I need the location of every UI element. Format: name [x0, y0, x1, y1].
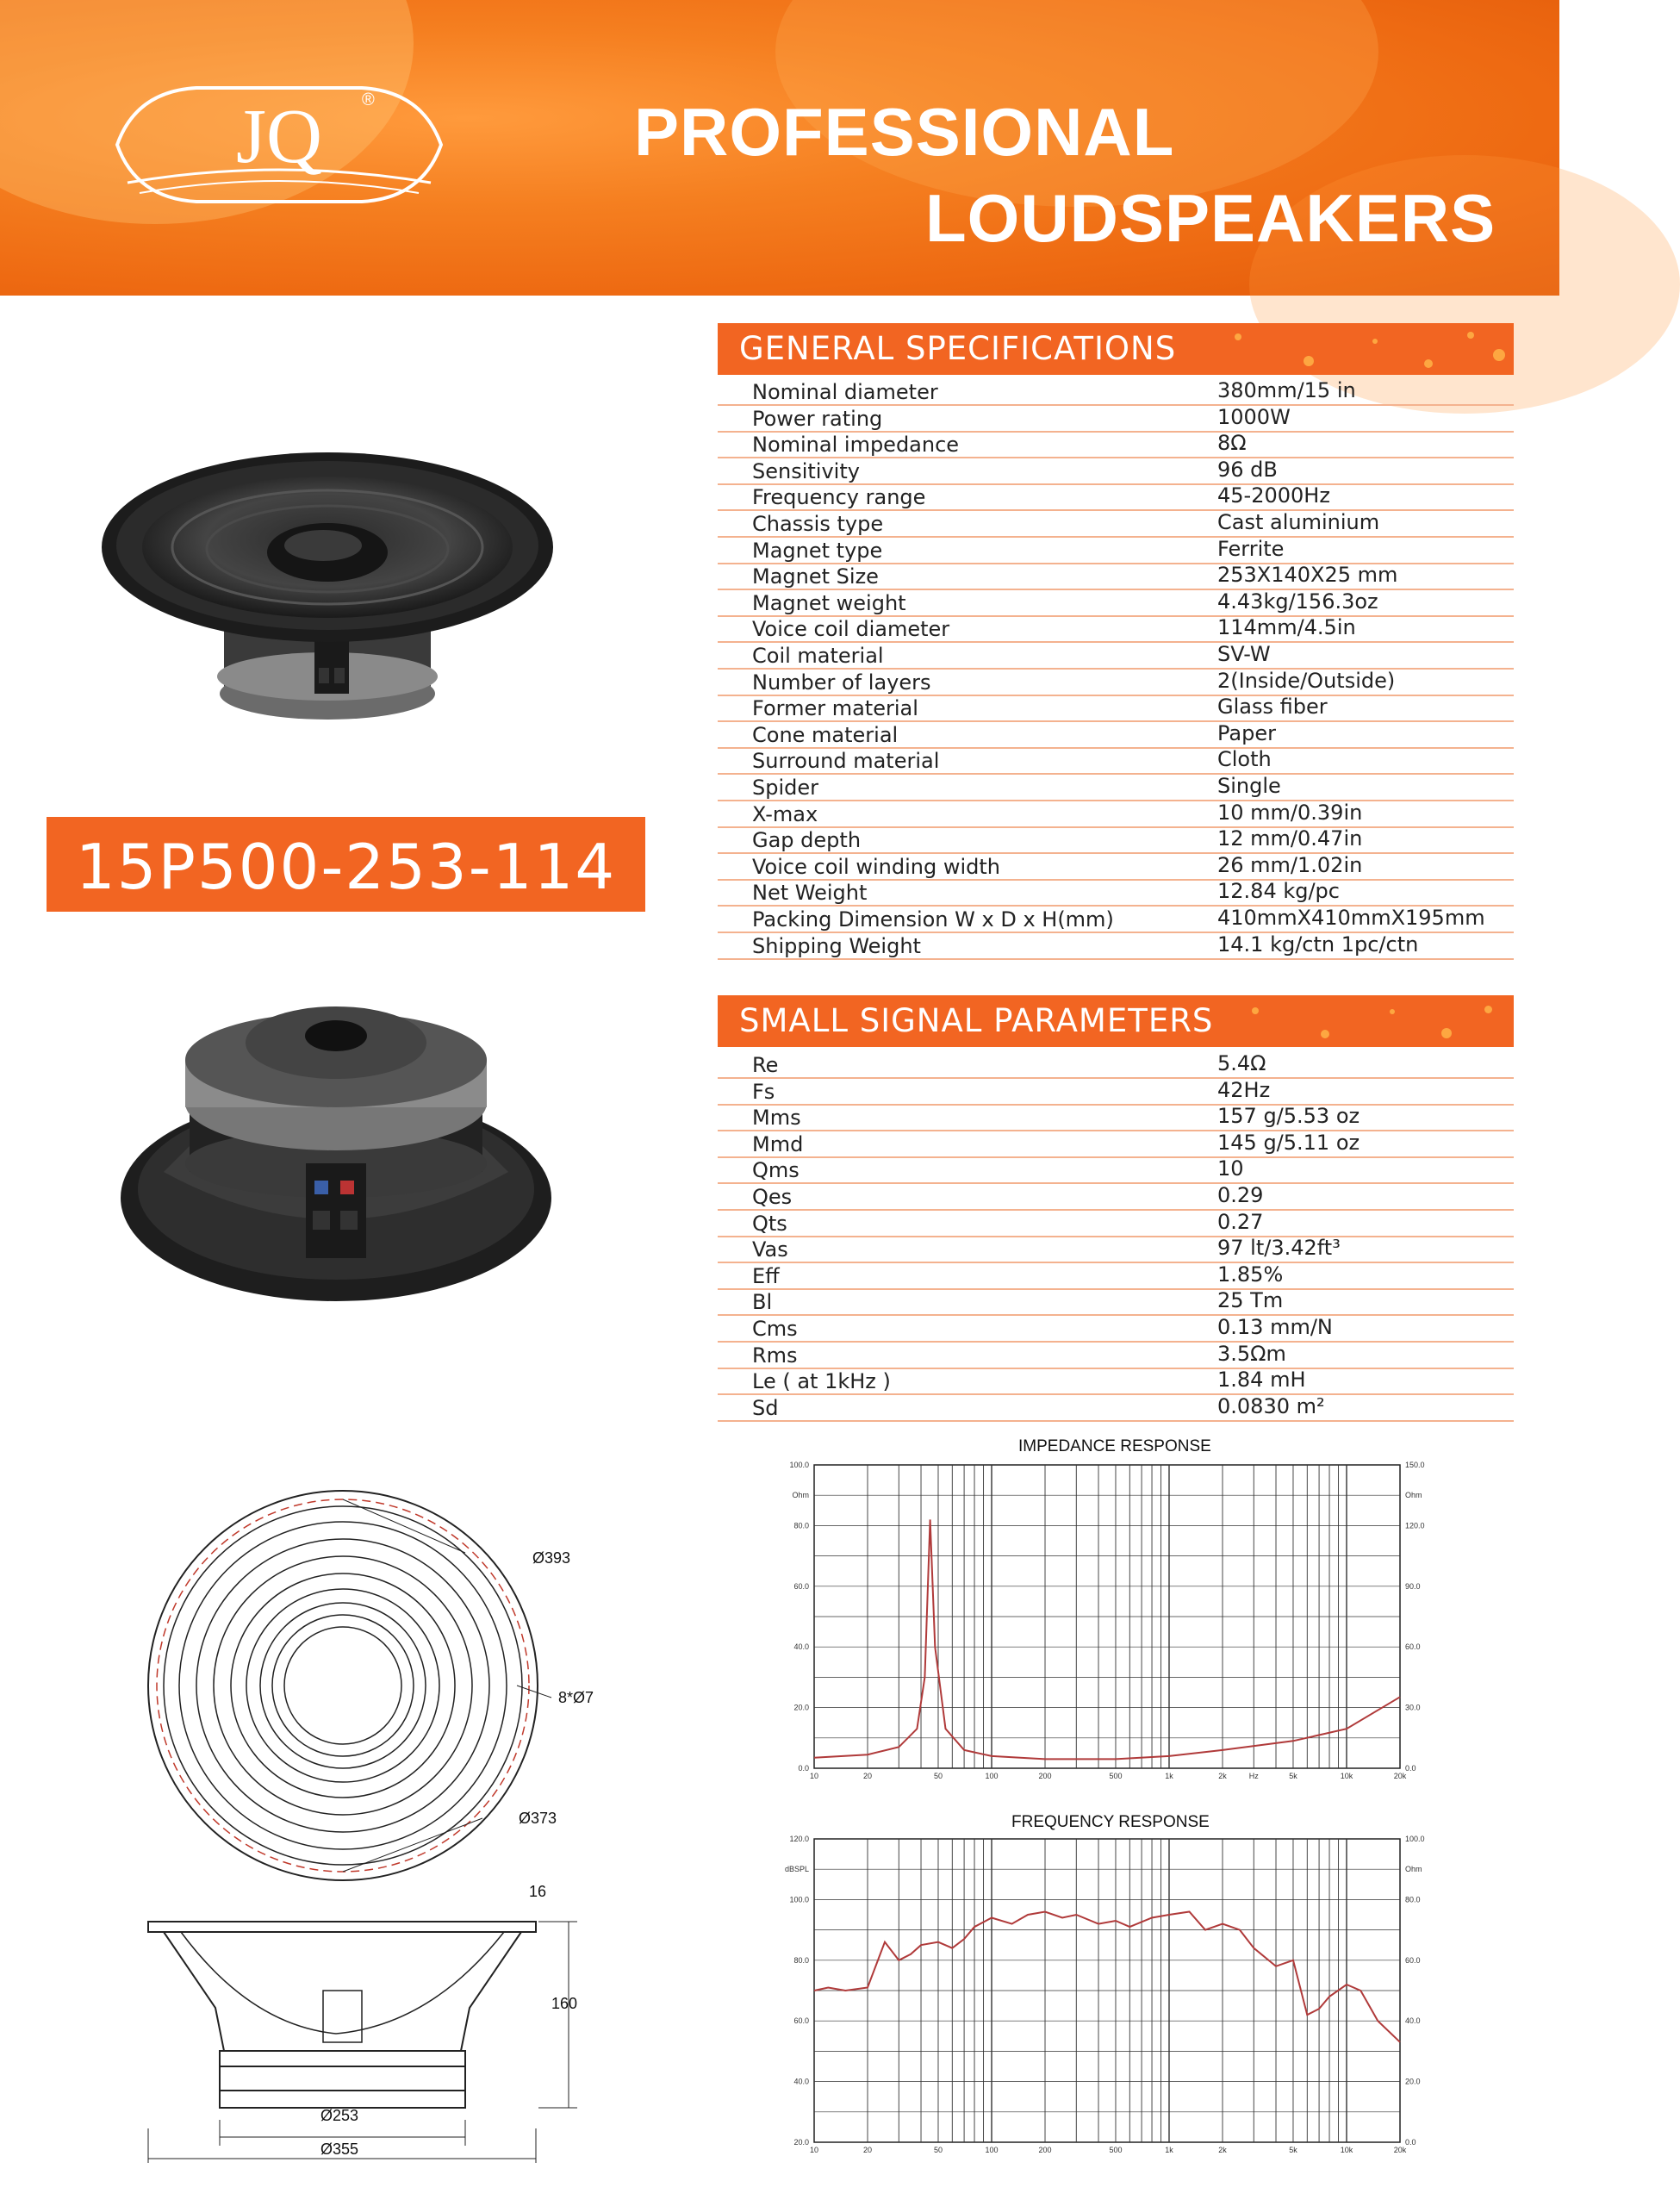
general-spec-value: 410mmX410mmX195mm: [1217, 906, 1485, 930]
y-tick-left: 80.0: [793, 1955, 809, 1965]
general-spec-value: 114mm/4.5in: [1217, 615, 1356, 640]
signal-param-value: 25 Tm: [1217, 1288, 1284, 1313]
general-spec-value: 14.1 kg/ctn 1pc/ctn: [1217, 932, 1419, 957]
signal-param-value: 1.84 mH: [1217, 1368, 1306, 1393]
general-spec-row: [718, 774, 1514, 801]
y-tick-right: 80.0: [1405, 1895, 1421, 1904]
y-tick-right: 60.0: [1405, 1642, 1421, 1652]
signal-param-value: 3.5Ωm: [1217, 1341, 1286, 1366]
signal-param-row: [718, 1210, 1514, 1237]
model-number: 15P500-253-114: [75, 831, 617, 903]
general-spec-row: [718, 405, 1514, 433]
title-line-2: LOUDSPEAKERS: [925, 180, 1496, 256]
signal-param-row: [718, 1368, 1514, 1395]
general-spec-value: 380mm/15 in: [1217, 378, 1356, 402]
general-spec-value: Glass fiber: [1217, 695, 1328, 720]
speaker-front-photo: [95, 418, 560, 737]
x-tick: 2k: [1218, 2146, 1227, 2154]
general-specs-header: [718, 323, 1514, 375]
general-spec-label: Packing Dimension W x D x H(mm): [752, 907, 1114, 932]
logo-text: JQ: [235, 94, 323, 179]
general-spec-value: 96 dB: [1217, 457, 1278, 482]
general-spec-value: Paper: [1217, 720, 1276, 745]
y-tick-left: 60.0: [793, 2016, 809, 2026]
signal-param-value: 0.0830 m²: [1217, 1393, 1325, 1418]
general-spec-value: Cloth: [1217, 747, 1272, 772]
frequency-chart-title: FREQUENCY RESPONSE: [1011, 1813, 1210, 1831]
signal-param-value: 10: [1217, 1156, 1244, 1181]
y-tick-left: dBSPL: [784, 1865, 809, 1874]
signal-param-label: Re: [752, 1053, 779, 1077]
signal-param-label: Vas: [752, 1237, 788, 1262]
x-tick: 10k: [1340, 1772, 1353, 1780]
general-spec-row: [718, 826, 1514, 854]
general-spec-label: Spider: [752, 776, 819, 800]
signal-param-row: [718, 1078, 1514, 1106]
x-tick: 1k: [1165, 1772, 1173, 1780]
y-tick-left: 60.0: [793, 1581, 809, 1591]
y-tick-left: 100.0: [789, 1461, 809, 1469]
dim-373: Ø373: [519, 1810, 557, 1827]
general-spec-row: [718, 458, 1514, 485]
dim-393: Ø393: [532, 1549, 571, 1567]
signal-param-label: Eff: [752, 1263, 780, 1288]
title-line-1: PROFESSIONAL: [634, 94, 1175, 170]
general-spec-label: Magnet type: [752, 538, 883, 563]
x-tick: 10: [809, 2146, 819, 2154]
general-spec-label: Coil material: [752, 644, 884, 668]
signal-param-value: 157 g/5.53 oz: [1217, 1104, 1360, 1129]
general-spec-label: Chassis type: [752, 512, 884, 536]
small-signal-header: [718, 995, 1514, 1047]
dim-height: 160: [551, 1995, 578, 2012]
signal-param-row: [718, 1104, 1514, 1131]
general-spec-label: Voice coil diameter: [752, 617, 950, 642]
general-spec-value: 12.84 kg/pc: [1217, 879, 1340, 904]
x-tick: 100: [985, 2146, 999, 2154]
general-spec-row: [718, 510, 1514, 538]
y-tick-left: Ohm: [792, 1491, 809, 1500]
general-spec-row: [718, 431, 1514, 458]
general-spec-value: 253X140X25 mm: [1217, 563, 1398, 588]
impedance-chart-title: IMPEDANCE RESPONSE: [1018, 1437, 1211, 1455]
signal-param-label: Qms: [752, 1158, 800, 1183]
dim-253: Ø253: [320, 2107, 359, 2124]
x-tick: 20: [863, 2146, 873, 2154]
y-tick-left: 0.0: [798, 1764, 809, 1773]
general-spec-value: Single: [1217, 774, 1281, 798]
general-spec-row: [718, 537, 1514, 564]
x-tick: 500: [1109, 2146, 1123, 2154]
general-spec-row: [718, 642, 1514, 670]
general-spec-value: 12 mm/0.47in: [1217, 826, 1363, 851]
y-tick-right: Ohm: [1405, 1865, 1422, 1874]
signal-param-row: [718, 1288, 1514, 1316]
dim-holes: 8*Ø7: [558, 1689, 594, 1706]
general-spec-label: Sensitivity: [752, 458, 860, 483]
general-spec-value: 8Ω: [1217, 431, 1247, 456]
x-tick: 2k: [1218, 1772, 1227, 1780]
general-spec-row: [718, 615, 1514, 643]
general-spec-row: [718, 879, 1514, 907]
signal-param-value: 42Hz: [1217, 1077, 1271, 1102]
signal-param-label: Le ( at 1kHz ): [752, 1369, 891, 1394]
signal-param-value: 1.85%: [1217, 1262, 1284, 1287]
signal-param-row: [718, 1315, 1514, 1343]
general-spec-row: [718, 721, 1514, 749]
general-spec-label: Nominal impedance: [752, 433, 960, 458]
general-spec-row: [718, 747, 1514, 775]
general-spec-row: [718, 932, 1514, 960]
y-tick-right: 100.0: [1405, 1835, 1425, 1843]
general-spec-value: 1000W: [1217, 404, 1291, 429]
general-spec-label: Gap depth: [752, 828, 862, 853]
general-spec-label: Surround material: [752, 749, 940, 774]
general-spec-row: [718, 695, 1514, 722]
signal-param-label: Rms: [752, 1343, 798, 1368]
x-tick: 20k: [1393, 2146, 1407, 2154]
y-tick-left: 100.0: [789, 1895, 809, 1904]
model-badge: [47, 817, 645, 912]
general-spec-value: 2(Inside/Outside): [1217, 668, 1396, 693]
x-tick: 500: [1109, 1772, 1123, 1780]
x-tick: 5k: [1289, 2146, 1297, 2154]
x-tick: Hz: [1248, 1772, 1259, 1780]
small-signal-title: SMALL SIGNAL PARAMETERS: [739, 1002, 1214, 1039]
y-tick-left: 20.0: [793, 2138, 809, 2147]
general-specs-title: GENERAL SPECIFICATIONS: [739, 330, 1177, 367]
x-tick: 50: [933, 1772, 943, 1780]
general-spec-label: Power rating: [752, 406, 883, 431]
x-tick: 1k: [1165, 2146, 1173, 2154]
signal-param-row: [718, 1236, 1514, 1263]
side-view-drawing: [146, 1904, 594, 2172]
general-spec-value: 26 mm/1.02in: [1217, 852, 1363, 877]
y-tick-right: 40.0: [1405, 2016, 1421, 2026]
x-tick: 200: [1038, 2146, 1052, 2154]
y-tick-right: Ohm: [1405, 1491, 1422, 1500]
general-spec-value: Cast aluminium: [1217, 510, 1380, 534]
signal-param-value: 0.27: [1217, 1209, 1264, 1234]
general-spec-row: [718, 589, 1514, 617]
signal-param-value: 97 lt/3.42ft³: [1217, 1236, 1341, 1261]
y-tick-right: 90.0: [1405, 1581, 1421, 1591]
y-tick-left: 40.0: [793, 1642, 809, 1652]
signal-param-label: Bl: [752, 1290, 773, 1315]
general-spec-label: Magnet weight: [752, 590, 906, 615]
general-spec-label: Frequency range: [752, 485, 926, 510]
signal-param-value: 0.29: [1217, 1183, 1264, 1207]
general-spec-value: 4.43kg/156.3oz: [1217, 589, 1378, 614]
y-tick-right: 120.0: [1405, 1521, 1425, 1530]
y-tick-right: 20.0: [1405, 2077, 1421, 2086]
signal-param-value: 145 g/5.11 oz: [1217, 1130, 1360, 1155]
speaker-rear-photo: [112, 982, 560, 1310]
dim-flange: 16: [529, 1883, 547, 1900]
y-tick-right: 150.0: [1405, 1461, 1425, 1469]
header-banner: [0, 0, 1559, 296]
general-spec-value: SV-W: [1217, 642, 1271, 666]
top-view-drawing: [138, 1482, 586, 1896]
signal-param-row: [718, 1394, 1514, 1422]
x-tick: 50: [933, 2146, 943, 2154]
dim-355: Ø355: [320, 2141, 359, 2158]
x-tick: 5k: [1289, 1772, 1297, 1780]
y-tick-left: 20.0: [793, 1703, 809, 1712]
jq-logo: [102, 67, 457, 222]
general-spec-row: [718, 906, 1514, 933]
signal-param-label: Qts: [752, 1211, 787, 1236]
signal-param-label: Mms: [752, 1106, 801, 1131]
signal-param-row: [718, 1051, 1514, 1079]
signal-param-row: [718, 1156, 1514, 1184]
x-tick: 200: [1038, 1772, 1052, 1780]
general-spec-label: Cone material: [752, 722, 899, 747]
general-spec-label: Former material: [752, 696, 918, 721]
signal-param-label: Sd: [752, 1395, 779, 1420]
y-tick-right: 30.0: [1405, 1703, 1421, 1712]
general-spec-label: Shipping Weight: [752, 933, 921, 958]
signal-param-label: Cms: [752, 1317, 798, 1341]
general-spec-value: Ferrite: [1217, 536, 1285, 561]
general-spec-value: 45-2000Hz: [1217, 483, 1330, 508]
general-spec-label: Nominal diameter: [752, 380, 938, 404]
signal-param-row: [718, 1342, 1514, 1369]
general-spec-label: Magnet Size: [752, 564, 879, 589]
y-tick-left: 40.0: [793, 2077, 809, 2086]
registered-mark: ®: [362, 90, 375, 109]
y-tick-right: 60.0: [1405, 1955, 1421, 1965]
signal-param-value: 0.13 mm/N: [1217, 1315, 1333, 1339]
general-spec-label: Voice coil winding width: [752, 854, 1000, 879]
general-spec-row: [718, 669, 1514, 696]
general-spec-row: [718, 853, 1514, 881]
x-tick: 100: [985, 1772, 999, 1780]
x-tick: 20k: [1393, 1772, 1407, 1780]
y-tick-right: 0.0: [1405, 2138, 1416, 2147]
signal-param-label: Mmd: [752, 1131, 804, 1156]
x-tick: 20: [863, 1772, 873, 1780]
signal-param-row: [718, 1262, 1514, 1290]
general-spec-label: Net Weight: [752, 881, 868, 906]
x-tick: 10k: [1340, 2146, 1353, 2154]
general-spec-value: 10 mm/0.39in: [1217, 800, 1363, 825]
general-spec-row: [718, 801, 1514, 828]
signal-param-row: [718, 1183, 1514, 1211]
general-spec-row: [718, 563, 1514, 590]
signal-param-label: Fs: [752, 1079, 775, 1104]
signal-param-value: 5.4Ω: [1217, 1051, 1266, 1075]
signal-param-label: Qes: [752, 1185, 793, 1209]
x-tick: 10: [809, 1772, 819, 1780]
y-tick-left: 80.0: [793, 1521, 809, 1530]
general-spec-label: Number of layers: [752, 670, 931, 695]
y-tick-right: 0.0: [1405, 1764, 1416, 1773]
signal-param-row: [718, 1131, 1514, 1158]
general-spec-row: [718, 378, 1514, 406]
general-spec-row: [718, 483, 1514, 511]
general-spec-label: X-max: [752, 801, 818, 826]
impedance-chart: [767, 1456, 1425, 1784]
frequency-chart: [767, 1830, 1425, 2158]
y-tick-left: 120.0: [789, 1835, 809, 1843]
